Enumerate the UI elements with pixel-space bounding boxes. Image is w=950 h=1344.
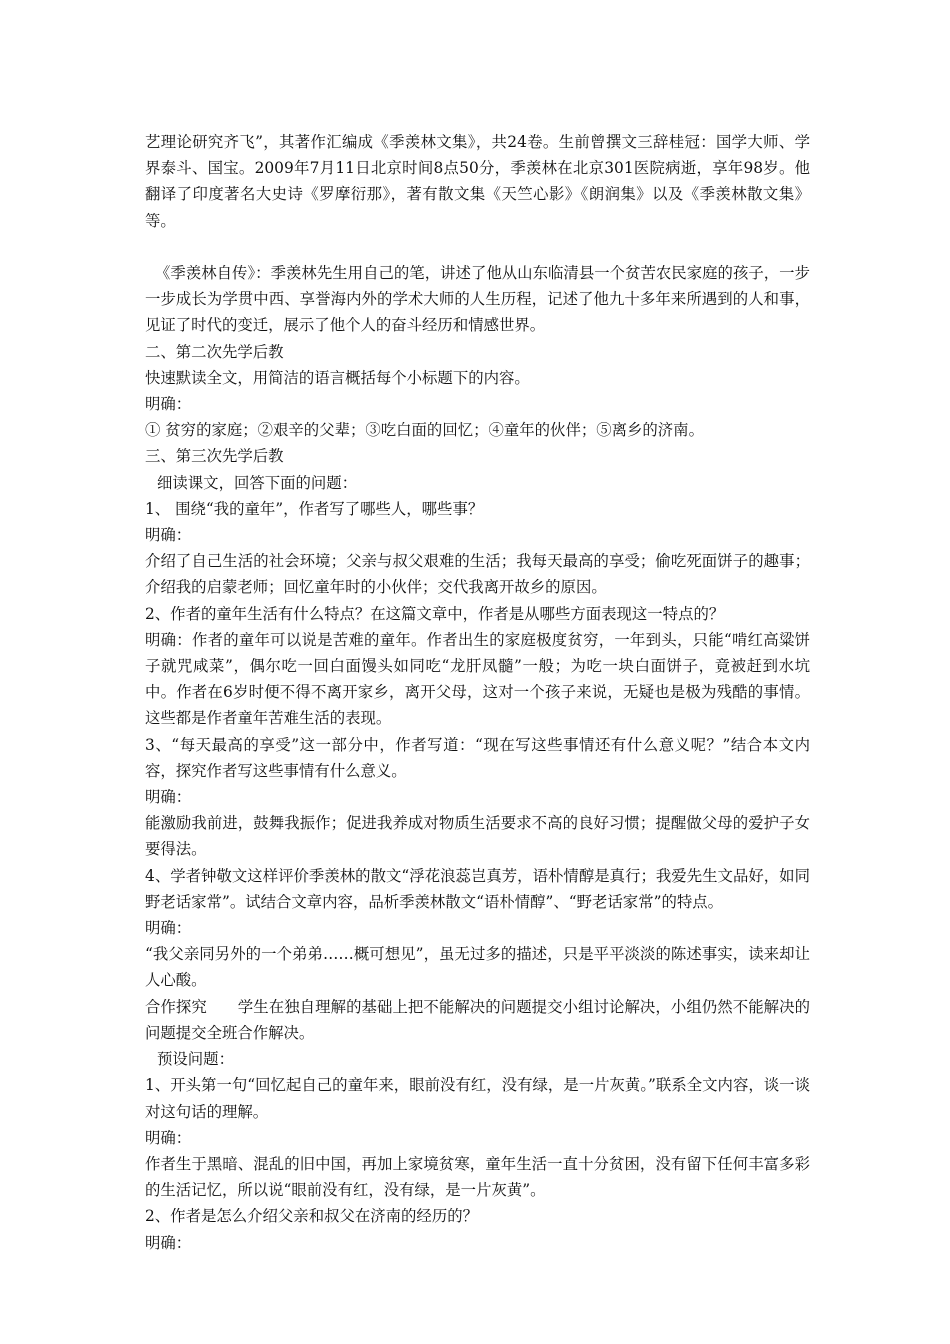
answer-text: 能激励我前进，鼓舞我振作；促进我养成对物质生活要求不高的良好习惯；提醒做父母的爱护子女要得法。 xyxy=(145,814,810,859)
question-3: 3、“每天最高的享受”这一部分中，作者写道：“现在写这些事情还有什么意义呢？”结合本文内容，探究作者写这些事情有什么意义。 xyxy=(145,735,810,780)
preset-question-1: 1、开头第一句“回忆起自己的童年来，眼前没有红，没有绿，是一片灰黄。”联系全文内容，谈一谈对这句话的理解。 xyxy=(145,1076,810,1121)
task-text: 快速默读全文，用简洁的语言概括每个小标题下的内容。 xyxy=(145,368,530,387)
question-2: 2、作者的童年生活有什么特点？在这篇文章中，作者是从哪些方面表现这一特点的？ xyxy=(145,604,725,623)
cooperative-inquiry: 合作探究 学生在独自理解的基础上把不能解决的问题提交小组讨论解决，小组仍然不能解决的问题提交全班合作解决。 xyxy=(145,997,810,1042)
question-4: 4、学者钟敬文这样评价季羡林的散文“浮花浪蕊岂真芳，语朴情醇是真行；我爱先生文品好，如同野老话家常”。试结合文章内容，品析季羡林散文“语朴情醇”、“野老话家常”的特点。 xyxy=(145,866,810,911)
paragraph-autobiography-intro: 《季羡林自传》：季羡林先生用自己的笔，讲述了他从山东临清县一个贫苦农民家庭的孩子，一步一步成长为学贯中西、享誉海内外的学术大师的人生历程，记述了他九十多年来所遇到的人和事，见证了时代的变迁，展示了他个人的奋斗经历和情感世界。 xyxy=(145,264,810,335)
answer-label: 明确： xyxy=(145,788,192,807)
answer-text: 明确：作者的童年可以说是苦难的童年。作者出生的家庭极度贫穷，一年到头，只能“啃红高粱饼子就咒咸菜”，偶尔吃一回白面馒头如同吃“龙肝凤髓”一般；为吃一块白面饼子，竟被赶到水坑中。作者在6岁时便不得不离开家乡，离开父母，这对一个孩子来说，无疑也是极为残酷的事情。这些都是作者童年苦难生活的表现。 xyxy=(145,630,810,728)
answer-label: 明确： xyxy=(145,395,192,414)
answer-text: ① 贫穷的家庭；②艰辛的父辈；③吃白面的回忆；④童年的伙伴；⑤离乡的济南。 xyxy=(145,421,704,440)
document-body xyxy=(145,129,810,1256)
answer-text: “我父亲同另外的一个弟弟……概可想见”，虽无过多的描述，只是平平淡淡的陈述事实，读来却让人心酸。 xyxy=(145,945,810,990)
blank-line xyxy=(145,234,810,260)
section-heading-2: 二、第二次先学后教 xyxy=(145,342,284,361)
answer-label: 明确： xyxy=(145,1233,192,1252)
preset-questions-label: 预设问题： xyxy=(157,1050,234,1069)
question-1: 1、 围绕“我的童年”，作者写了哪些人，哪些事？ xyxy=(145,499,484,518)
answer-text: 介绍了自己生活的社会环境；父亲与叔父艰难的生活；我每天最高的享受；偷吃死面饼子的趣事；介绍我的启蒙老师；回忆童年时的小伙伴；交代我离开故乡的原因。 xyxy=(145,552,810,597)
answer-text: 作者生于黑暗、混乱的旧中国，再加上家境贫寒，童年生活一直十分贫困，没有留下任何丰富多彩的生活记忆，所以说“眼前没有红，没有绿，是一片灰黄”。 xyxy=(145,1154,810,1200)
answer-label: 明确： xyxy=(145,919,192,938)
answer-label: 明确： xyxy=(145,1128,192,1147)
paragraph-author-bio: 艺理论研究齐飞”，其著作汇编成《季羡林文集》，共24卷。生前曾撰文三辞桂冠：国学大师、学界泰斗、国宝。2009年7月11日北京时间8点50分，季羡林在北京301医院病逝，享年98岁。他翻译了印度著名大史诗《罗摩衍那》，著有散文集《天竺心影》《朗润集》以及《季羡林散文集》等。 xyxy=(145,133,810,230)
task-text: 细读课文，回答下面的问题： xyxy=(157,473,358,492)
answer-label: 明确： xyxy=(145,526,192,545)
section-heading-3: 三、第三次先学后教 xyxy=(145,447,284,466)
preset-question-2: 2、作者是怎么介绍父亲和叔父在济南的经历的？ xyxy=(145,1207,478,1226)
